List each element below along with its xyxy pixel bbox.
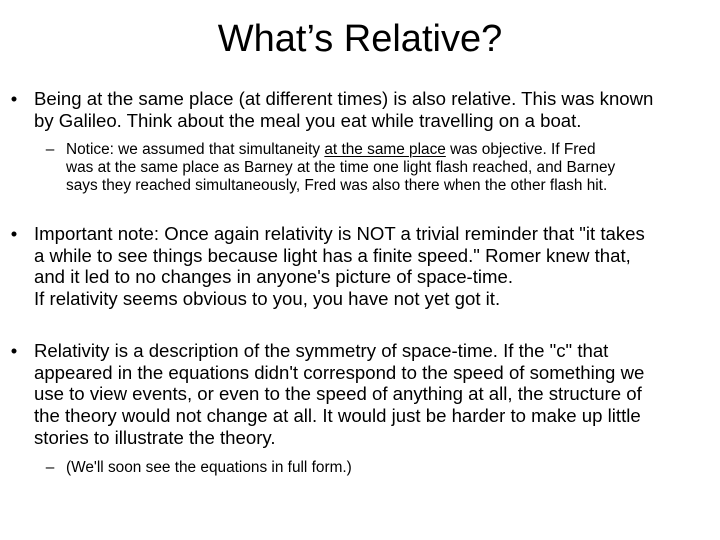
text-fragment: Notice: we assumed that simultaneity [66,141,325,159]
text-line: by Galileo. Think about the meal you eat while travelling on a boat. [34,109,582,131]
text-line: Being at the same place (at different times) is also relative. This was known [34,88,654,109]
text-line: appeared in the equations didn't correspond to the speed of something we [34,361,645,383]
text-line: If relativity seems obvious to you, you have not yet got it. [34,288,501,310]
sub-bullet-marker: – [45,458,55,476]
sub-bullet-simultaneity [0,141,720,195]
text-line: was at the same place as Barney at the time one light flash reached, and Barney [66,159,616,177]
bullet-text [0,88,720,131]
text-line: says they reached simultaneously, Fred was also there when the other flash hit. [66,177,608,195]
text-line: and it led to no changes in anyone's picture of space-time. [34,266,514,288]
sub-bullet-marker: – [45,141,55,159]
bullet-marker: • [10,88,18,109]
text-line: the theory would not change at all. It would just be harder to make up little [34,405,641,427]
sub-bullet-equations [0,459,720,477]
text-line: (We'll soon see the equations in full form.) [66,458,352,476]
underlined-phrase: at the same place [324,141,446,159]
text-line [66,141,714,159]
bullet-galileo [0,88,720,195]
text-line: use to view events, or even to the speed of anything at all, the structure of [34,383,642,405]
bullet-marker: • [10,340,18,361]
bullet-text [0,223,720,310]
text-line: Important note: Once again relativity is NOT a trivial reminder that "it takes [34,223,645,244]
slide-title: What’s Relative? [217,18,503,60]
text-line: Relativity is a description of the symmetry of space-time. If the "c" that [34,340,609,361]
text-line: stories to illustrate the theory. [34,426,276,448]
bullet-text [0,340,720,449]
text-fragment: was objective. If Fred [445,141,596,159]
bullet-symmetry [0,340,720,477]
bullet-important-note [0,223,720,310]
text-line: a while to see things because light has a finite speed." Romer knew that, [34,244,631,266]
bullet-marker: • [10,223,18,244]
